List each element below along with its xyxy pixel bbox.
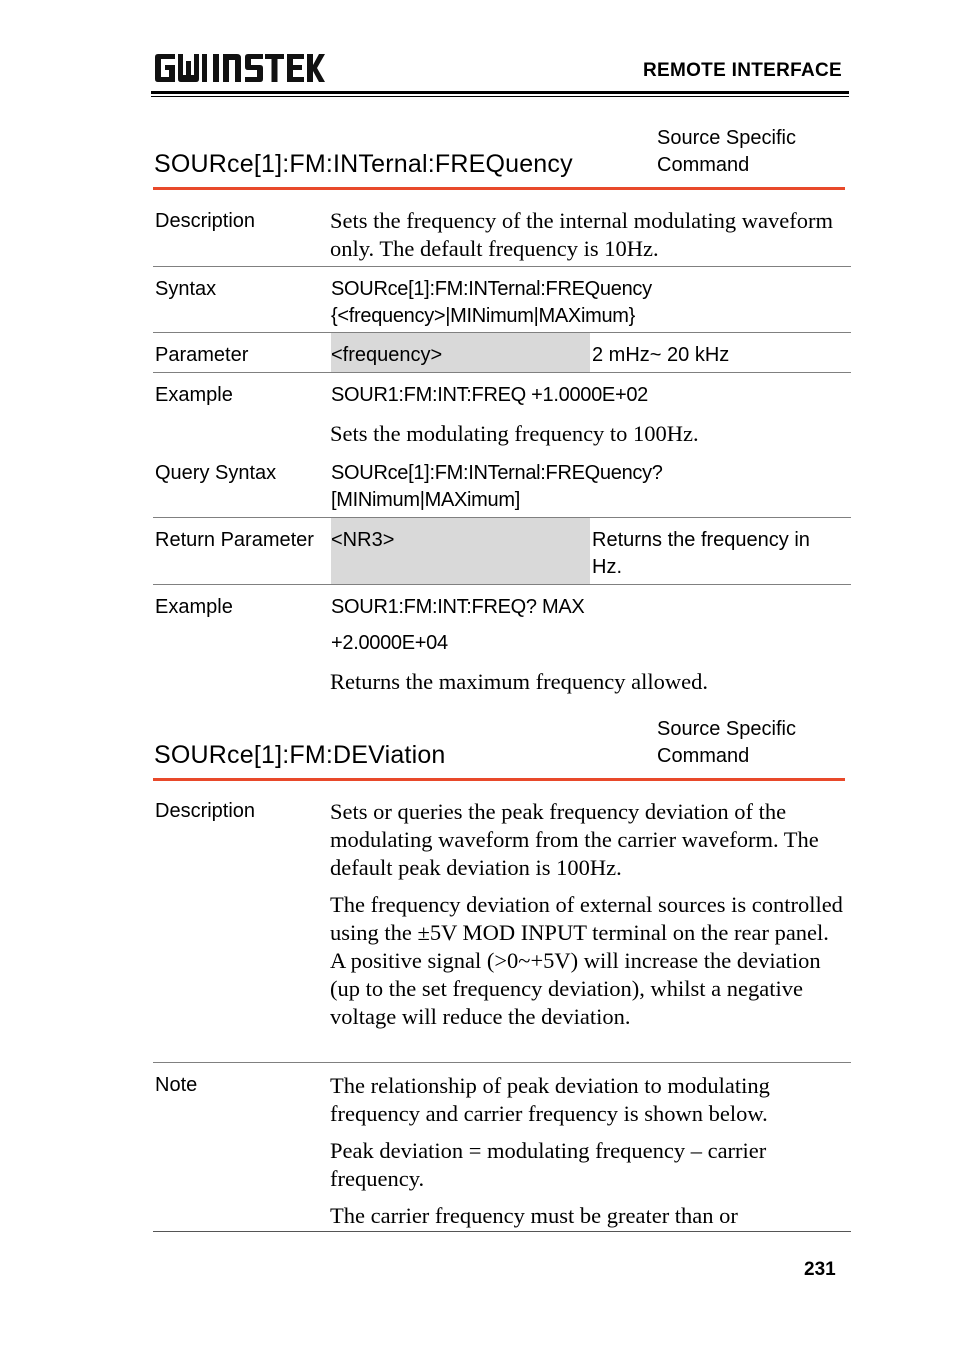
query-syntax-line: SOURce[1]:FM:INTernal:FREQuency? — [331, 462, 663, 484]
query-syntax-line: [MINimum|MAXimum] — [331, 489, 520, 511]
example-response: +2.0000E+04 — [331, 632, 448, 654]
gw-instek-logo — [153, 53, 325, 83]
page-number: 231 — [804, 1259, 836, 1280]
parameter-name: <frequency> — [331, 344, 443, 366]
row-label-return-parameter: Return Parameter — [155, 529, 314, 551]
row-label-example: Example — [155, 596, 233, 618]
description-block — [330, 798, 848, 1040]
return-parameter-name: <NR3> — [331, 529, 395, 551]
row-label-example: Example — [155, 384, 233, 406]
header-section-title: REMOTE INTERFACE — [642, 60, 842, 81]
description-paragraph: Sets or queries the peak frequency deviation of the modulating waveform from the carrier waveform. The default peak deviation is 100Hz. — [330, 799, 819, 880]
example-text: Returns the maximum frequency allowed. — [330, 669, 709, 694]
note-paragraph: The relationship of peak deviation to modulating frequency and carrier frequency is shown below. — [330, 1073, 770, 1126]
note-paragraph: The carrier frequency must be greater than or — [330, 1203, 738, 1228]
syntax-line: {<frequency>|MINimum|MAXimum} — [331, 305, 636, 327]
row-divider — [153, 584, 851, 585]
command-type — [657, 716, 796, 770]
row-divider — [153, 266, 851, 267]
note-block — [330, 1072, 845, 1239]
command-title: SOURce[1]:FM:INTernal:FREQuency — [154, 150, 573, 178]
syntax-line: SOURce[1]:FM:INTernal:FREQuency — [331, 278, 652, 300]
row-label-parameter: Parameter — [155, 344, 249, 366]
command-type-line: Command — [657, 154, 750, 176]
header-rule-thin — [151, 96, 849, 97]
example-query-command: SOUR1:FM:INT:FREQ? MAX — [331, 596, 585, 618]
command-title: SOURce[1]:FM:DEViation — [154, 741, 446, 769]
row-divider — [153, 1231, 851, 1232]
row-divider — [153, 1062, 851, 1063]
heading-rule — [153, 187, 845, 190]
row-label-syntax: Syntax — [155, 278, 217, 300]
description-paragraph: The frequency deviation of external sources is controlled using the ±5V MOD INPUT terminal on the rear panel. A positive signal (>0~+5V) will increase the deviation (up to the set frequency deviation), whilst a negative voltage will reduce the deviation. — [330, 892, 843, 1029]
row-label-description: Description — [155, 800, 256, 822]
heading-rule — [153, 778, 845, 781]
row-divider — [153, 372, 851, 373]
syntax-command — [331, 276, 652, 330]
command-type-line: Command — [657, 745, 750, 767]
command-type-line: Source Specific — [657, 127, 796, 149]
example-command: SOUR1:FM:INT:FREQ +1.0000E+02 — [331, 384, 648, 406]
return-parameter-text: Returns the frequency in Hz. — [592, 529, 810, 578]
row-label-note: Note — [155, 1074, 198, 1096]
command-type-line: Source Specific — [657, 718, 796, 740]
parameter-range: 2 mHz~ 20 kHz — [592, 344, 730, 366]
row-label-description: Description — [155, 210, 256, 232]
command-type — [657, 125, 796, 179]
header-rule — [151, 91, 849, 94]
row-label-query-syntax: Query Syntax — [155, 462, 277, 484]
description-text: Sets the frequency of the internal modulating waveform only. The default frequency is 10Hz. — [330, 208, 833, 261]
example-text: Sets the modulating frequency to 100Hz. — [330, 421, 699, 446]
query-syntax-command — [331, 460, 663, 514]
note-paragraph: Peak deviation = modulating frequency – carrier frequency. — [330, 1138, 767, 1191]
